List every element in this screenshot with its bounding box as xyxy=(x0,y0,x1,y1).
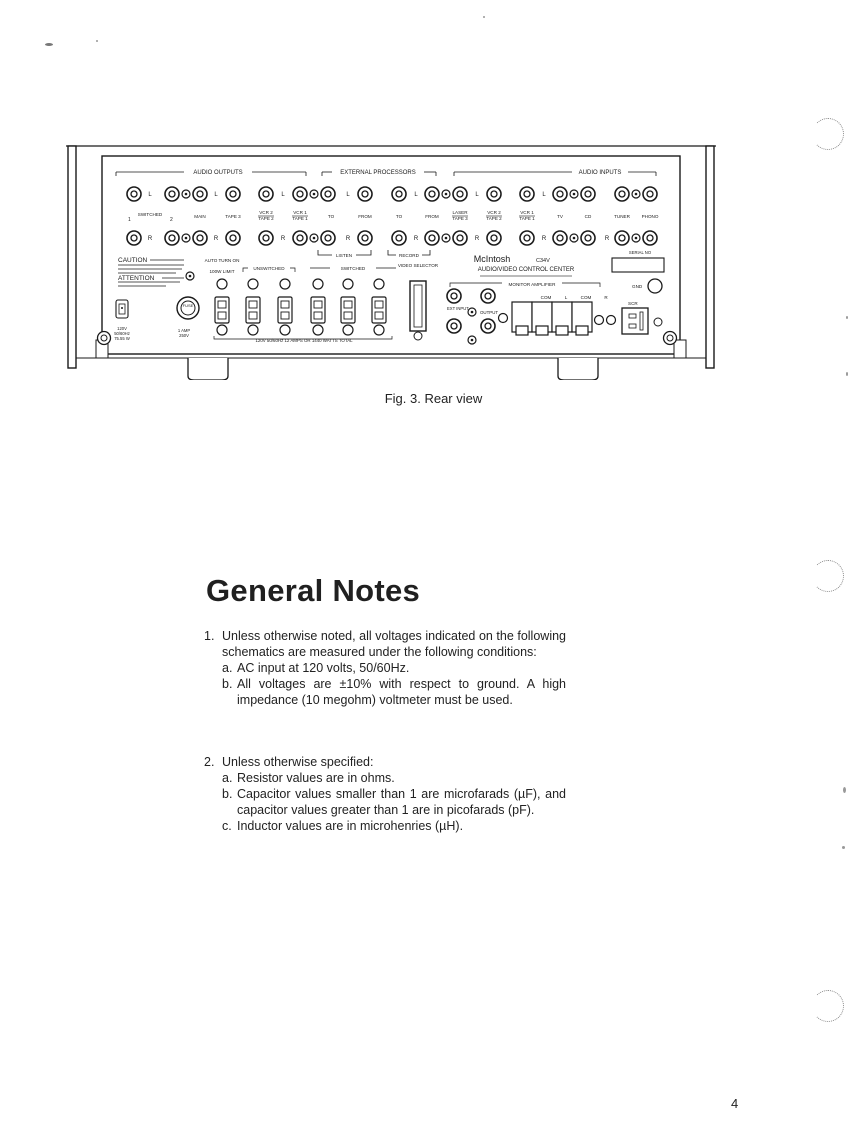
svg-text:L: L xyxy=(214,192,218,198)
label-gnd: GND xyxy=(632,284,643,289)
label-scr: SCR xyxy=(628,301,638,306)
label-monitor-amplifier: MONITOR AMPLIFIER xyxy=(508,282,556,287)
brand-logo: McIntosh xyxy=(473,254,511,264)
label-com-2: COM xyxy=(580,295,592,300)
svg-text:1: 1 xyxy=(128,217,131,223)
label-vcr2b: VCR 2 xyxy=(487,210,501,215)
label-voltage: 120V xyxy=(117,326,127,331)
svg-text:R: R xyxy=(413,236,419,242)
label-vcr1b: VCR 1 xyxy=(520,210,534,215)
scan-speck xyxy=(846,372,848,376)
label-watts: 75.55 W xyxy=(114,336,130,341)
label-listen: LISTEN xyxy=(335,253,353,258)
label-from-2: FROM xyxy=(425,214,439,219)
page-number: 4 xyxy=(731,1096,739,1111)
label-output: OUTPUT xyxy=(480,310,499,315)
ground-terminal xyxy=(648,279,662,293)
model-number: C34V xyxy=(536,258,550,264)
note-subitem xyxy=(204,770,566,786)
label-tape1b: TAPE 1 xyxy=(519,216,535,221)
svg-text:R: R xyxy=(280,236,286,242)
svg-text:R: R xyxy=(604,236,610,242)
svg-text:R: R xyxy=(213,236,219,242)
binder-hole-mark xyxy=(812,118,844,150)
label-tape2: TAPE 2 xyxy=(258,216,274,221)
svg-text:L: L xyxy=(281,192,285,198)
subitem-text: Inductor values are in microhenries (µH). xyxy=(237,819,464,833)
note-item-1 xyxy=(204,628,566,708)
label-amp: 1 AMP xyxy=(177,328,191,333)
label-video-selector: VIDEO SELECTOR xyxy=(397,263,439,268)
subitem-text: All voltages are ±10% with respect to ground. A high impedance (10 megohm) voltmeter must be used. xyxy=(237,677,566,707)
svg-text:2: 2 xyxy=(170,217,173,223)
note-text: Unless otherwise noted, all voltages indicated on the following schematics are measured under the following conditions: xyxy=(222,629,566,659)
label-tape3b: TAPE 3 xyxy=(452,216,468,221)
scan-speck xyxy=(842,846,845,849)
label-cd: CD xyxy=(584,214,592,219)
label-serial-no: SERIAL NO xyxy=(628,250,652,255)
binder-hole-mark xyxy=(812,560,844,592)
label-tape1: TAPE 1 xyxy=(292,216,308,221)
binder-hole-mark xyxy=(812,990,844,1022)
label-tape3: TAPE 3 xyxy=(225,214,241,219)
group-label-audio-inputs: AUDIO INPUTS xyxy=(578,170,622,176)
svg-text:L: L xyxy=(475,192,479,198)
label-vcr2: VCR 2 xyxy=(259,210,273,215)
serial-plate xyxy=(612,258,664,272)
label-from: FROM xyxy=(358,214,372,219)
subitem-text: AC input at 120 volts, 50/60Hz. xyxy=(237,661,410,675)
label-to-2: TO xyxy=(395,214,403,219)
label-tv: TV xyxy=(557,214,563,219)
note-number: 1. xyxy=(204,629,215,643)
label-r: R xyxy=(604,295,608,300)
note-subitem xyxy=(204,818,566,834)
label-record: RECORD xyxy=(399,253,419,258)
scan-speck xyxy=(45,43,53,46)
label-phono: PHONO xyxy=(641,214,659,219)
subitem-letter: a. xyxy=(222,661,233,675)
note-number: 2. xyxy=(204,755,215,769)
label-com: COM xyxy=(540,295,552,300)
label-fuse: FUSE xyxy=(182,303,194,308)
svg-text:L: L xyxy=(542,192,546,198)
label-switched-outlets: SWITCHED xyxy=(340,266,366,271)
scan-speck xyxy=(483,16,485,18)
label-250v: 250V xyxy=(179,333,189,338)
svg-text:R: R xyxy=(147,236,153,242)
note-subitem xyxy=(204,660,566,676)
section-heading: General Notes xyxy=(206,573,421,608)
product-name: AUDIO/VIDEO CONTROL CENTER xyxy=(477,267,575,273)
svg-text:L: L xyxy=(414,192,418,198)
svg-text:L: L xyxy=(346,192,350,198)
label-limit: 100W LIMIT xyxy=(209,269,235,274)
subitem-text: Capacitor values smaller than 1 are microfarads (µF), and capacitor values greater than 1 are in picofarads (pF). xyxy=(237,787,566,817)
note-text: Unless otherwise specified: xyxy=(222,755,374,769)
subitem-text: Resistor values are in ohms. xyxy=(237,771,395,785)
label-to: TO xyxy=(327,214,335,219)
note-item-2 xyxy=(204,754,566,834)
label-switched: SWITCHED xyxy=(137,212,163,217)
label-unswitched: UNSWITCHED xyxy=(253,266,285,271)
svg-text:R: R xyxy=(541,236,547,242)
subitem-letter: a. xyxy=(222,771,233,785)
svg-text:R: R xyxy=(474,236,480,242)
figure-caption: Fig. 3. Rear view xyxy=(384,391,483,406)
label-freq: 50/60Hz xyxy=(114,331,130,336)
scan-speck xyxy=(96,40,98,42)
subitem-letter: b. xyxy=(222,787,233,801)
attention-title: ATTENTION xyxy=(118,275,155,282)
svg-text:L: L xyxy=(148,192,152,198)
label-l: L xyxy=(564,295,568,300)
svg-text:R: R xyxy=(345,236,351,242)
scan-speck xyxy=(846,316,848,319)
note-subitem xyxy=(204,676,566,708)
label-ext-input: EXT INPUT xyxy=(447,306,469,311)
label-vcr1: VCR 1 xyxy=(293,210,307,215)
label-laser: LASER xyxy=(452,210,468,215)
subitem-letter: b. xyxy=(222,677,233,691)
scan-speck xyxy=(843,787,846,793)
label-tape2b: TAPE 2 xyxy=(486,216,502,221)
label-main: MAIN xyxy=(194,214,206,219)
label-tuner: TUNER xyxy=(614,214,630,219)
label-ac-total: 120V 50/60Hz 12 AMPS OR 1440 WATTS TOTAL xyxy=(255,338,353,343)
note-subitem xyxy=(204,786,566,818)
rear-view-figure xyxy=(66,140,716,380)
caution-title: CAUTION xyxy=(118,257,148,264)
subitem-letter: c. xyxy=(222,819,232,833)
group-label-audio-outputs: AUDIO OUTPUTS xyxy=(193,170,243,176)
group-label-external-processors: EXTERNAL PROCESSORS xyxy=(340,170,416,176)
label-auto-turn-on: AUTO TURN ON xyxy=(204,258,240,263)
